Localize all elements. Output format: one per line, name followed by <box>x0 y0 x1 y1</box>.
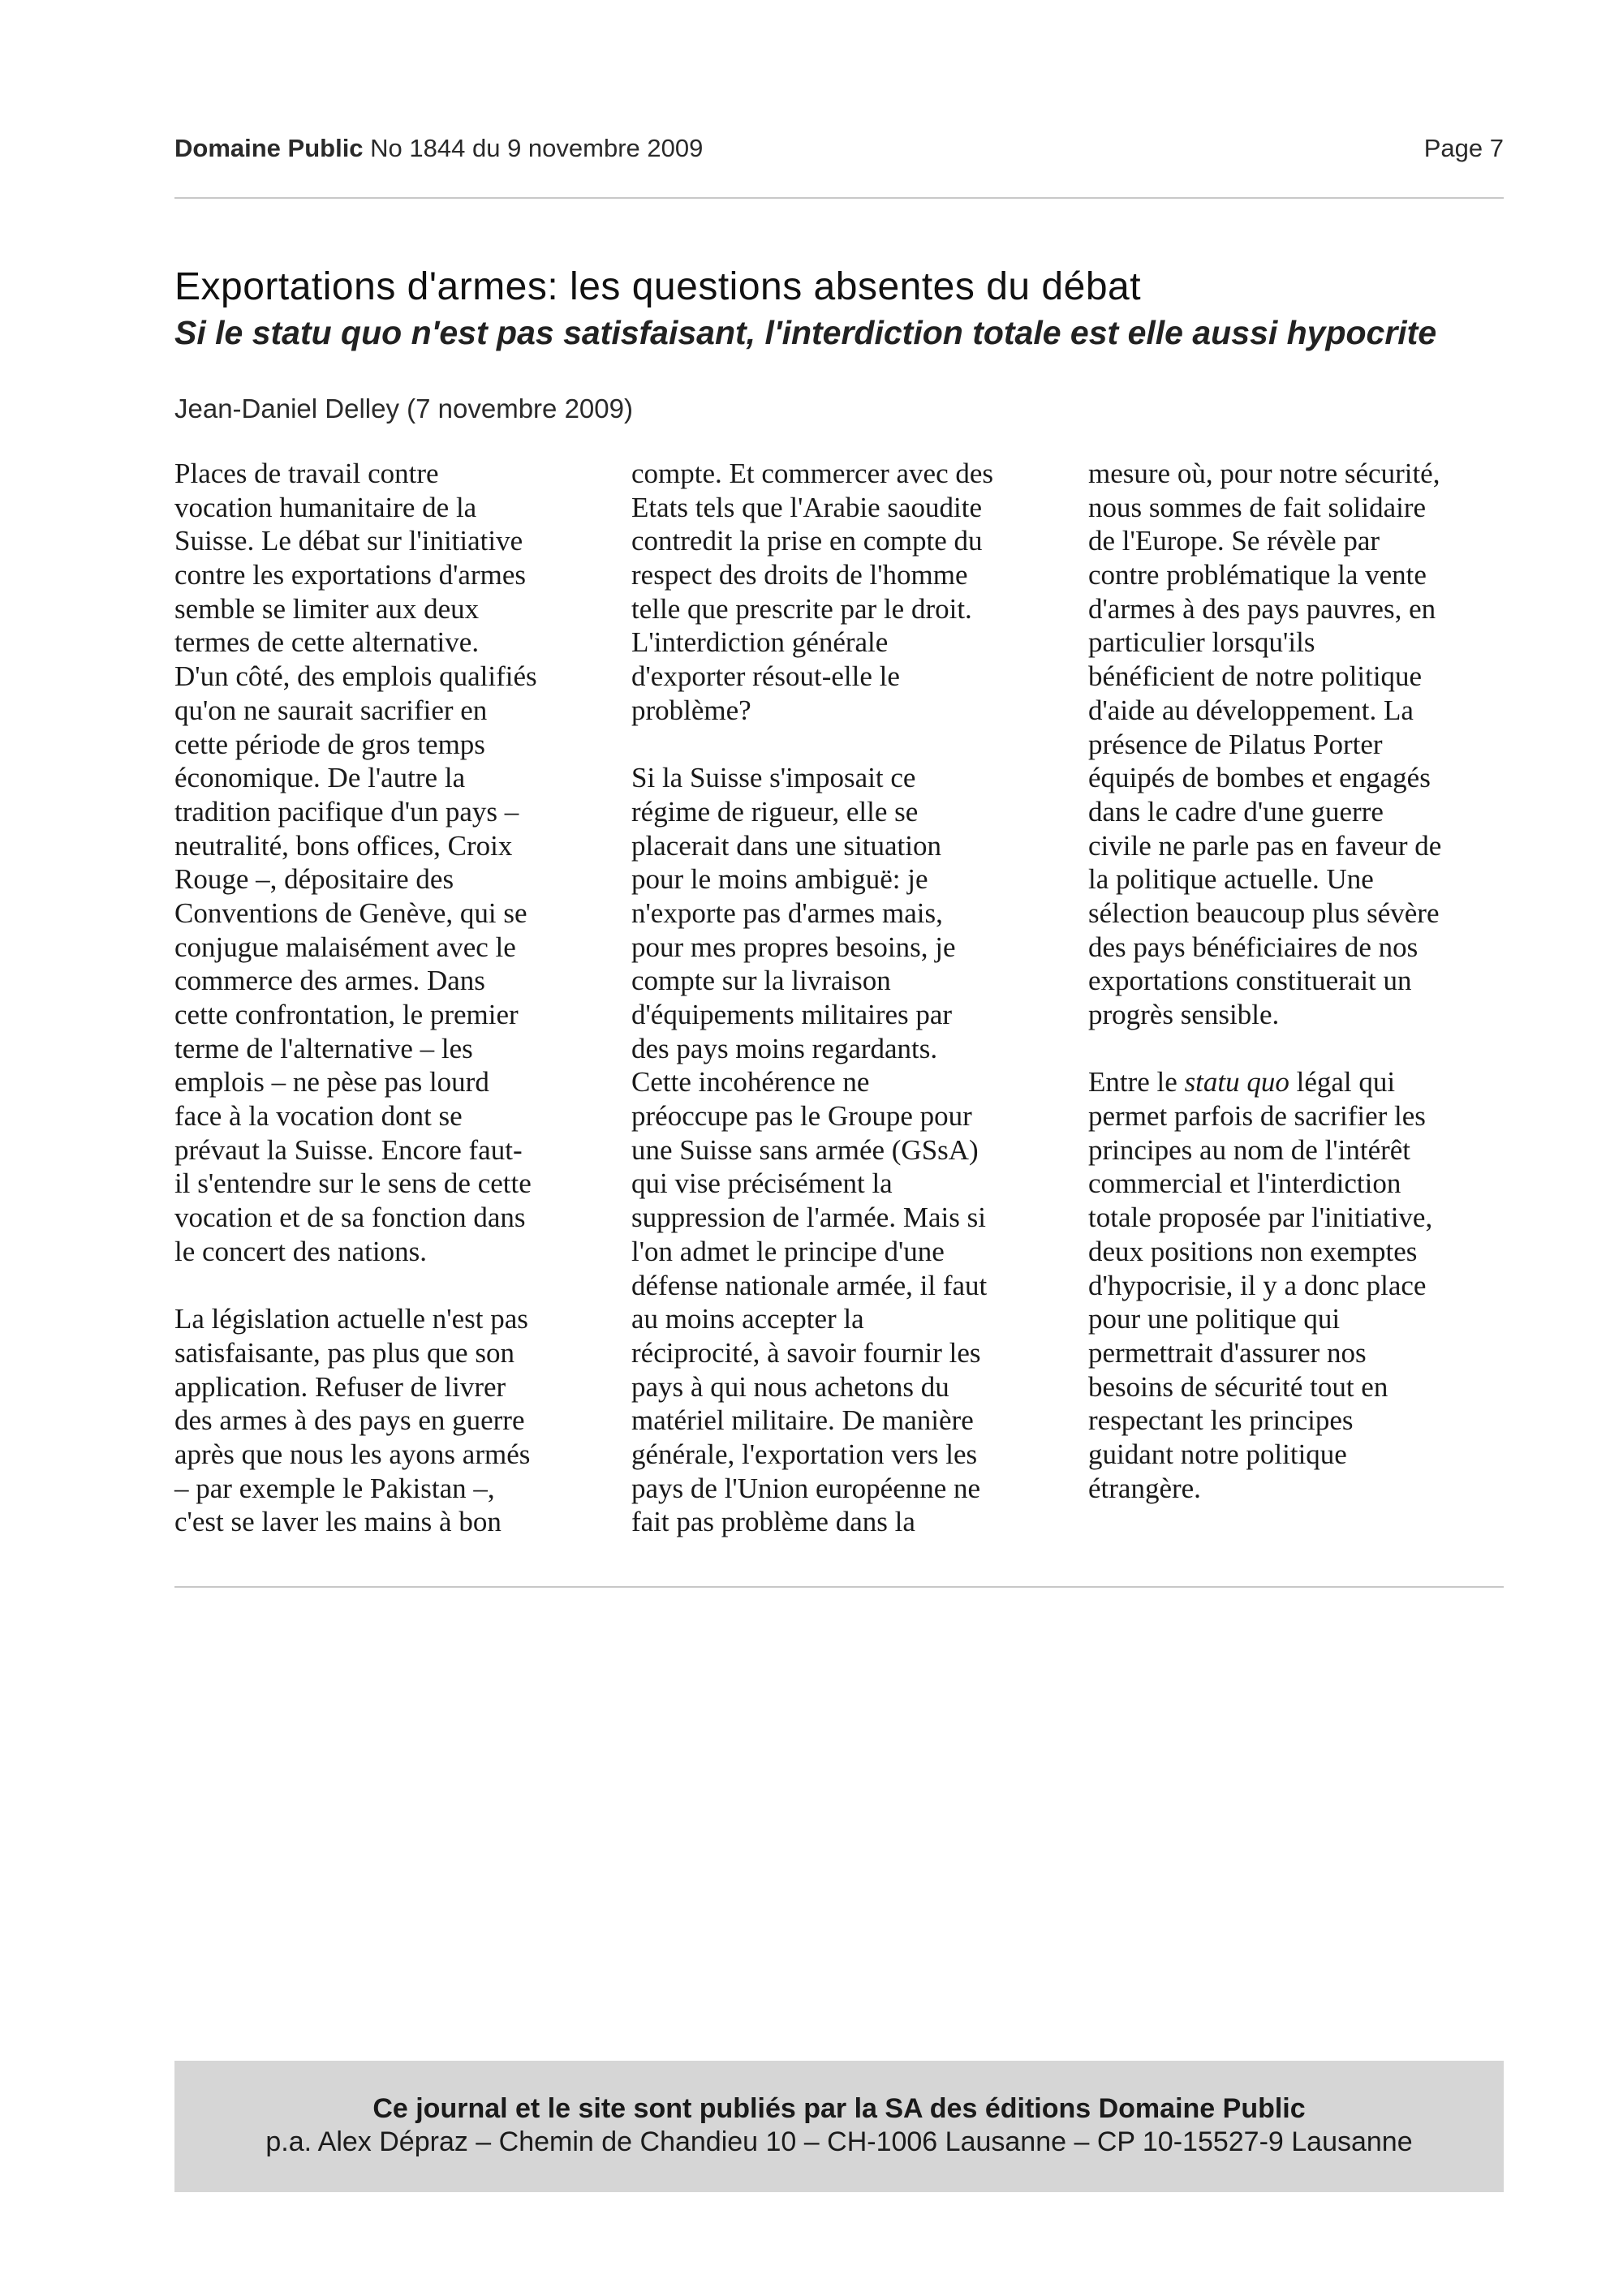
text-line: exportations constituerait un <box>1088 965 1412 997</box>
text-line: d'aide au développement. La <box>1088 694 1414 726</box>
text-line: D'un côté, des emplois qualifiés <box>174 660 537 693</box>
text-line: pour le moins ambiguë: je <box>631 863 928 896</box>
text-line: Cette incohérence ne <box>631 1066 870 1099</box>
footer-publisher-line: Ce journal et le site sont publiés par la SA des éditions Domaine Public <box>372 2093 1306 2124</box>
text-line: des pays bénéficiaires de nos <box>1088 931 1419 963</box>
text-line: suppression de l'armée. Mais si <box>631 1202 986 1234</box>
text-line: commercial et l'interdiction <box>1088 1167 1401 1200</box>
text-line: dans le cadre d'une guerre <box>1088 795 1384 828</box>
article-column-2 <box>631 457 1061 1539</box>
text-line: la politique actuelle. Une <box>1088 863 1374 896</box>
text-line: nous sommes de fait solidaire <box>1088 491 1427 523</box>
text-line: le concert des nations. <box>174 1235 428 1267</box>
italic-term: statu quo <box>1184 1066 1289 1099</box>
text-line: vocation et de sa fonction dans <box>174 1202 526 1234</box>
text-line: pour mes propres besoins, je <box>631 931 956 963</box>
text-line: tradition pacifique d'un pays – <box>174 795 519 828</box>
text-line: n'exporte pas d'armes mais, <box>631 896 943 929</box>
paragraph-gap <box>631 728 1061 762</box>
text-line: totale proposée par l'initiative, <box>1088 1202 1433 1234</box>
text-line: particulier lorsqu'ils <box>1088 626 1315 659</box>
page-number: Page 7 <box>1423 134 1504 162</box>
text-line: termes de cette alternative. <box>174 626 480 659</box>
text-line: Suisse. Le débat sur l'initiative <box>174 525 523 557</box>
text-line: après que nous les ayons armés <box>174 1438 531 1470</box>
text-line: Si la Suisse s'imposait ce <box>631 762 916 794</box>
text-line: contredit la prise en compte du <box>631 525 983 557</box>
text-line: qui vise précisément la <box>631 1167 893 1200</box>
article-byline: Jean-Daniel Delley (7 novembre 2009) <box>174 393 633 424</box>
text-line: principes au nom de l'intérêt <box>1088 1133 1411 1166</box>
article-title: Exportations d'armes: les questions absentes du débat <box>174 265 1142 308</box>
text-line: L'interdiction générale <box>631 626 889 659</box>
article-column-3 <box>1088 457 1518 1505</box>
text-line: placerait dans une situation <box>631 829 941 862</box>
text-line: telle que prescrite par le droit. <box>631 592 972 625</box>
text-line: civile ne parle pas en faveur de <box>1088 829 1442 862</box>
text-line: Rouge –, dépositaire des <box>174 863 454 896</box>
text-line: pays de l'Union européenne ne <box>631 1472 981 1504</box>
text-line: vocation humanitaire de la <box>174 491 477 523</box>
text-line: compte. Et commercer avec des <box>631 458 994 489</box>
text-line: cette période de gros temps <box>174 728 485 760</box>
text-line: terme de l'alternative – les <box>174 1032 473 1064</box>
text-line: mesure où, pour notre sécurité, <box>1088 458 1440 489</box>
text-line: prévaut la Suisse. Encore faut- <box>174 1133 523 1166</box>
issue-info: No 1844 du 9 novembre 2009 <box>370 134 704 162</box>
text-line: La législation actuelle n'est pas <box>174 1303 528 1335</box>
text-line <box>1088 1065 1518 1099</box>
text-line: cette confrontation, le premier <box>174 999 519 1030</box>
text-line: équipés de bombes et engagés <box>1088 762 1431 794</box>
article-subtitle: Si le statu quo n'est pas satisfaisant, l'interdiction totale est elle aussi hypocrite <box>174 314 1437 351</box>
text-line: d'exporter résout-elle le <box>631 660 900 693</box>
text-line: de l'Europe. Se révèle par <box>1088 525 1380 557</box>
text-line: – par exemple le Pakistan –, <box>174 1472 495 1504</box>
text-line: une Suisse sans armée (GSsA) <box>631 1133 979 1166</box>
text-line: présence de Pilatus Porter <box>1088 728 1383 760</box>
text-line: semble se limiter aux deux <box>174 592 480 625</box>
text-line: problème? <box>631 694 751 726</box>
text-line: respect des droits de l'homme <box>631 559 968 591</box>
text-fragment: Entre le <box>1088 1066 1185 1099</box>
text-line: étrangère. <box>1088 1472 1201 1504</box>
text-line: défense nationale armée, il faut <box>631 1269 988 1301</box>
text-line: il s'entendre sur le sens de cette <box>174 1167 532 1200</box>
text-line: d'hypocrisie, il y a donc place <box>1088 1269 1427 1301</box>
text-line: fait pas problème dans la <box>631 1506 915 1538</box>
text-line: Conventions de Genève, qui se <box>174 896 527 929</box>
text-line: application. Refuser de livrer <box>174 1370 506 1403</box>
article-end-divider <box>174 1586 1504 1588</box>
text-line: neutralité, bons offices, Croix <box>174 829 513 862</box>
text-line: régime de rigueur, elle se <box>631 795 919 828</box>
text-line: c'est se laver les mains à bon <box>174 1506 502 1538</box>
text-line: l'on admet le principe d'une <box>631 1235 945 1267</box>
text-line: besoins de sécurité tout en <box>1088 1370 1388 1403</box>
text-line: conjugue malaisément avec le <box>174 931 516 963</box>
text-line: guidant notre politique <box>1088 1438 1347 1470</box>
text-line: satisfaisante, pas plus que son <box>174 1336 514 1369</box>
paragraph-gap <box>174 1269 605 1303</box>
paragraph-gap <box>1088 1032 1518 1066</box>
text-line: d'équipements militaires par <box>631 999 953 1030</box>
article-column-1 <box>174 457 605 1539</box>
publication-name: Domaine Public <box>174 134 364 162</box>
text-line: économique. De l'autre la <box>174 762 466 794</box>
publisher-footer <box>174 2061 1504 2192</box>
text-line: matériel militaire. De manière <box>631 1404 974 1437</box>
text-line: emplois – ne pèse pas lourd <box>174 1066 489 1099</box>
text-line: progrès sensible. <box>1088 999 1280 1030</box>
text-line: réciprocité, à savoir fournir les <box>631 1336 981 1369</box>
text-line: deux positions non exemptes <box>1088 1235 1418 1267</box>
text-fragment: légal qui <box>1289 1066 1396 1099</box>
text-line: préoccupe pas le Groupe pour <box>631 1100 972 1133</box>
text-line: contre les exportations d'armes <box>174 559 526 591</box>
footer-address-line: p.a. Alex Dépraz – Chemin de Chandieu 10 – CH-1006 Lausanne – CP 10-15527-9 Lausanne <box>265 2126 1413 2157</box>
text-line: qu'on ne saurait sacrifier en <box>174 694 488 726</box>
header-divider <box>174 197 1504 199</box>
text-line: des pays moins regardants. <box>631 1032 938 1064</box>
page-header <box>174 134 1504 163</box>
text-line: compte sur la livraison <box>631 965 891 997</box>
text-line: Places de travail contre <box>174 458 439 489</box>
text-line: sélection beaucoup plus sévère <box>1088 896 1440 929</box>
text-line: Etats tels que l'Arabie saoudite <box>631 491 983 523</box>
text-line: pays à qui nous achetons du <box>631 1370 949 1403</box>
text-line: commerce des armes. Dans <box>174 965 485 997</box>
text-line: bénéficient de notre politique <box>1088 660 1423 693</box>
text-line: des armes à des pays en guerre <box>174 1404 525 1437</box>
text-line: face à la vocation dont se <box>174 1100 463 1133</box>
text-line: pour une politique qui <box>1088 1303 1341 1335</box>
text-line: permettrait d'assurer nos <box>1088 1336 1367 1369</box>
text-line: contre problématique la vente <box>1088 559 1427 591</box>
text-line: au moins accepter la <box>631 1303 864 1335</box>
text-line: générale, l'exportation vers les <box>631 1438 978 1470</box>
text-line: respectant les principes <box>1088 1404 1354 1437</box>
text-line: d'armes à des pays pauvres, en <box>1088 592 1436 625</box>
text-line: permet parfois de sacrifier les <box>1088 1100 1426 1133</box>
